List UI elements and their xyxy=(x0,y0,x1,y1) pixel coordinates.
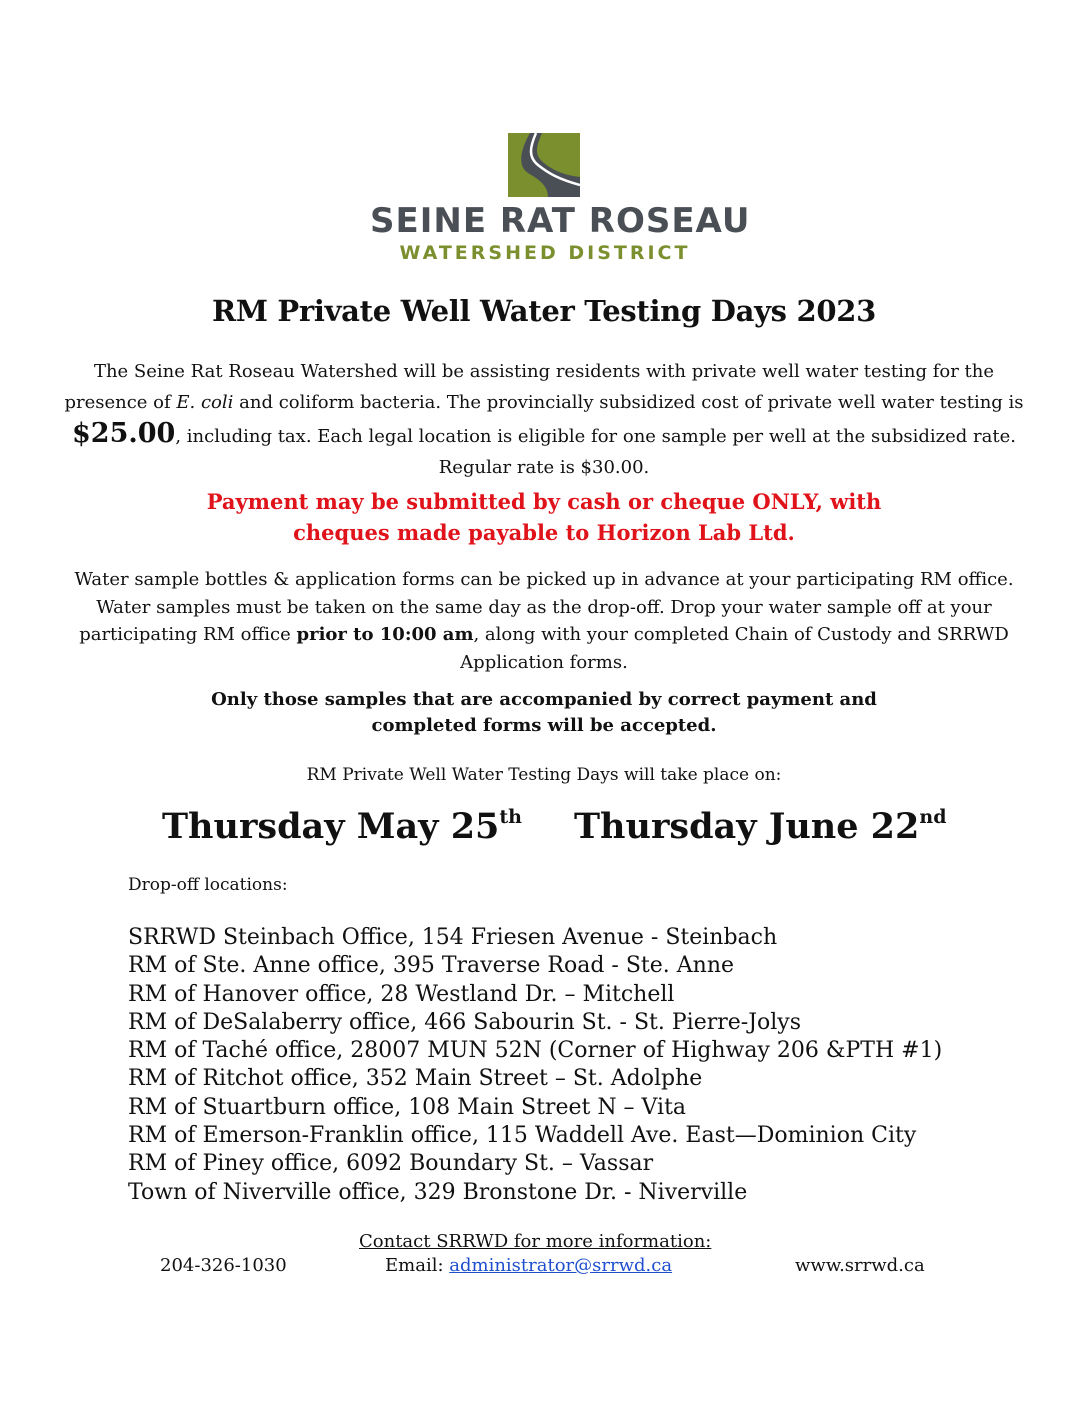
dropoff-label: Drop-off locations: xyxy=(128,875,288,895)
contact-heading: Contact SRRWD for more information: xyxy=(359,1231,712,1252)
testing-date-1-suffix: th xyxy=(499,806,522,828)
testing-date-1 xyxy=(162,806,522,847)
srrwd-logo xyxy=(370,128,751,268)
location-item: RM of Emerson-Franklin office, 115 Waddell Ave. East—Dominion City xyxy=(128,1123,917,1149)
payment-notice xyxy=(60,486,1028,548)
testing-date-2-suffix: nd xyxy=(919,806,947,828)
location-item: RM of Stuartburn office, 108 Main Street N – Vita xyxy=(128,1094,687,1120)
location-item: Town of Niverville office, 329 Bronstone Dr. - Niverville xyxy=(128,1179,748,1205)
payment-notice-line-1: Payment may be submitted by cash or cheque ONLY, with xyxy=(206,489,882,514)
email-link[interactable]: administrator@srrwd.ca xyxy=(449,1255,673,1276)
instructions-text-2: , along with your completed Chain of Custody and SRRWD Application forms. xyxy=(460,624,1009,673)
ecoli-text: E. coli xyxy=(176,392,234,413)
logo-name: SEINE RAT ROSEAU xyxy=(370,201,751,241)
instructions-text-1: Water sample bottles & application forms can be picked up in advance at your participating RM office. Water samples must be taken on the same day as the drop-off. Drop your water sample off at your participating RM office xyxy=(74,569,1014,645)
watershed-logo-icon xyxy=(508,133,580,197)
email-label: Email: xyxy=(385,1255,450,1276)
location-item: RM of Ritchot office, 352 Main Street – St. Adolphe xyxy=(128,1066,703,1092)
contact-phone: 204-326-1030 xyxy=(160,1255,287,1276)
contact-email xyxy=(385,1255,672,1276)
deadline-text: prior to 10:00 am xyxy=(296,624,474,645)
dropoff-locations-list xyxy=(128,924,942,1207)
acceptance-line-1: Only those samples that are accompanied by correct payment and xyxy=(211,689,877,710)
testing-date-1-text: Thursday May 25 xyxy=(162,806,500,847)
location-item: RM of DeSalaberry office, 466 Sabourin St. - St. Pierre-Jolys xyxy=(128,1009,802,1035)
payment-notice-line-2: cheques made payable to Horizon Lab Ltd. xyxy=(293,520,795,545)
location-item: RM of Hanover office, 28 Westland Dr. – Mitchell xyxy=(128,981,675,1007)
testing-date-2 xyxy=(574,806,946,847)
acceptance-line-2: completed forms will be accepted. xyxy=(371,715,717,736)
testing-date-2-text: Thursday June 22 xyxy=(574,806,920,847)
acceptance-notice xyxy=(60,687,1028,739)
contact-website[interactable]: www.srrwd.ca xyxy=(795,1255,925,1276)
logo-subtitle: WATERSHED DISTRICT xyxy=(399,242,691,264)
location-item: SRRWD Steinbach Office, 154 Friesen Avenue - Steinbach xyxy=(128,925,778,950)
location-item: RM of Taché office, 28007 MUN 52N (Corner of Highway 206 &PTH #1) xyxy=(128,1038,943,1064)
location-item: RM of Piney office, 6092 Boundary St. – Vassar xyxy=(128,1151,654,1177)
schedule-intro: RM Private Well Water Testing Days will take place on: xyxy=(306,765,782,785)
page-title: RM Private Well Water Testing Days 2023 xyxy=(212,294,876,328)
instructions-paragraph xyxy=(60,566,1028,676)
intro-paragraph xyxy=(60,356,1028,483)
intro-text-1: The Seine Rat Roseau Watershed will be assisting residents with private well water testing for the presence of xyxy=(64,361,995,413)
subsidized-price: $25.00 xyxy=(72,418,176,449)
intro-text-3: , including tax. Each legal location is eligible for one sample per well at the subsidized rate. Regular rate is $30.00. xyxy=(175,426,1016,478)
intro-text-2: and coliform bacteria. The provincially subsidized cost of private well water testing is xyxy=(233,392,1024,413)
location-item: RM of Ste. Anne office, 395 Traverse Road - Ste. Anne xyxy=(128,953,735,979)
